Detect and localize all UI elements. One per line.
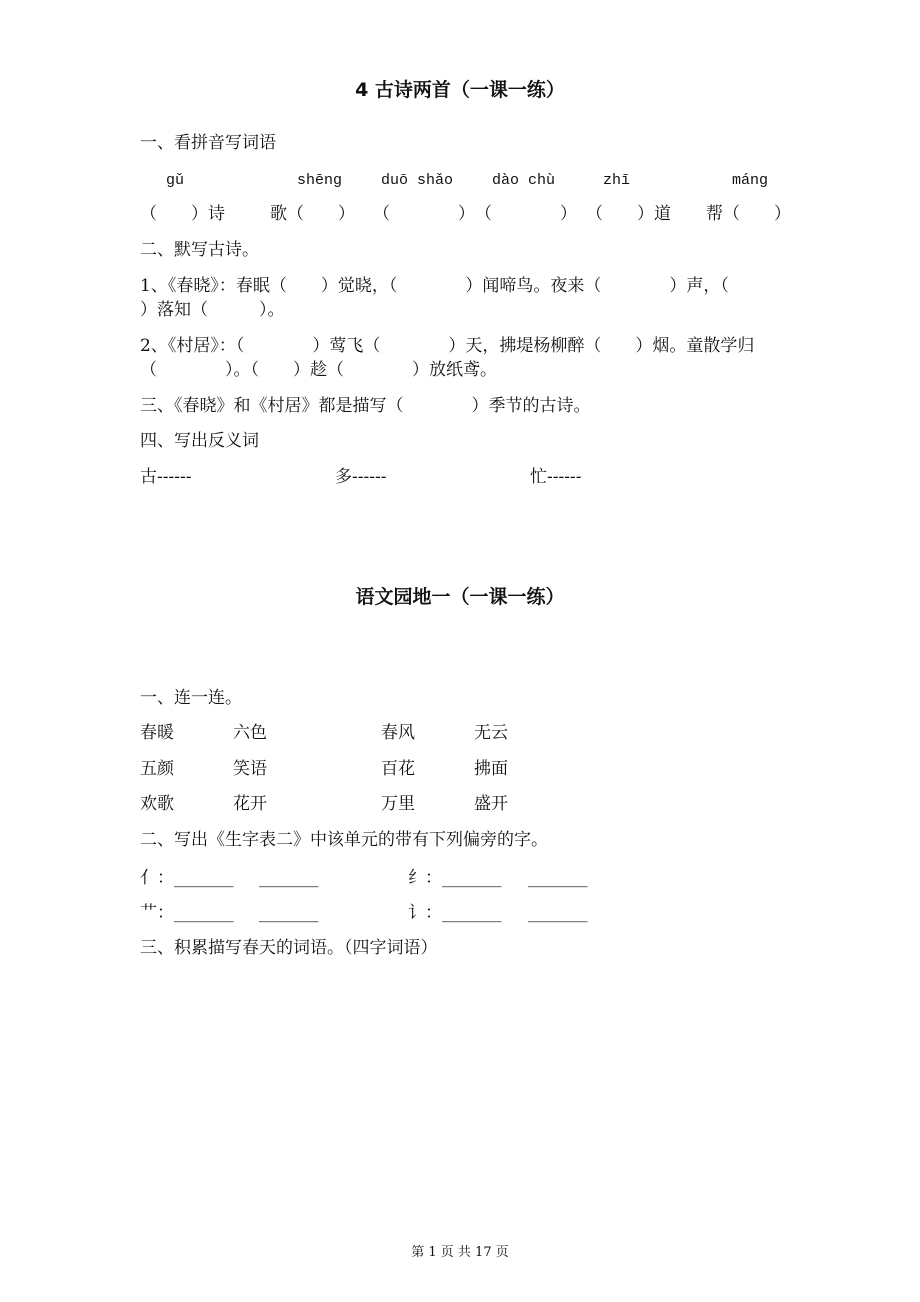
match-word: 五颜 <box>140 759 174 779</box>
s2-q2-heading: 二、写出《生字表二》中该单元的带有下列偏旁的字。 <box>140 830 548 850</box>
blank-gesheng: 歌（ ） <box>270 204 355 224</box>
blank-zhidao: （ ）道 <box>586 204 671 224</box>
radical-cao-blank2: _______ <box>259 903 319 923</box>
q1-heading: 一、看拼音写词语 <box>140 133 276 153</box>
blank-daochu: （ ） <box>475 204 577 224</box>
pinyin-sheng: shēng <box>297 172 343 189</box>
page-footer: 第 1 页 共 17 页 <box>411 1245 509 1260</box>
radical-ren: 亻：_______ <box>140 868 234 888</box>
match-word: 拂面 <box>474 759 508 779</box>
s2-q3-spring-words: 三、积累描写春天的词语。（四字词语） <box>140 938 438 958</box>
pinyin-mang: máng <box>732 172 769 189</box>
match-word: 花开 <box>233 794 267 814</box>
poem-chunxiao-line2: ）落知（ ）。 <box>140 300 285 320</box>
s2-q1-heading: 一、连一连。 <box>140 688 242 708</box>
match-word: 万里 <box>381 794 415 814</box>
match-word: 春风 <box>381 723 415 743</box>
antonym-gu: 古------ <box>140 467 192 487</box>
match-word: 盛开 <box>474 794 508 814</box>
blank-duoshao: （ ） <box>373 204 475 224</box>
q2-heading: 二、默写古诗。 <box>140 240 259 260</box>
blank-gushi: （ ）诗 <box>140 204 225 224</box>
poem-chunxiao-line1: 1、《春晓》：春眠（ ）觉晓，（ ）闻啼鸟。夜来（ ）声，（ <box>140 276 729 296</box>
radical-ren-blank2: _______ <box>259 868 319 888</box>
pinyin-daochu: dào chù <box>492 172 556 189</box>
match-word: 笑语 <box>233 759 267 779</box>
match-word: 无云 <box>474 723 508 743</box>
radical-yan: 讠：_______ <box>408 903 502 923</box>
match-word: 六色 <box>233 723 267 743</box>
poem-cunju-line1: 2、《村居》：（ ）莺飞（ ）天，拂堤杨柳醉（ ）烟。童散学归 <box>140 336 755 356</box>
pinyin-zhi: zhī <box>603 172 631 189</box>
antonym-mang: 忙------ <box>530 467 582 487</box>
radical-cao: 艹：_______ <box>140 903 234 923</box>
pinyin-gu: gǔ <box>166 172 185 189</box>
q4-heading: 四、写出反义词 <box>140 431 259 451</box>
match-word: 百花 <box>381 759 415 779</box>
section2-title: 语文园地一（一课一练） <box>355 586 565 608</box>
radical-si: 纟：_______ <box>408 868 502 888</box>
poem-cunju-line2: （ ）。（ ）趁（ ）放纸鸢。 <box>140 360 497 380</box>
radical-si-blank2: _______ <box>528 868 588 888</box>
q3-season: 三、《春晓》和《村居》都是描写（ ）季节的古诗。 <box>140 396 591 416</box>
radical-yan-blank2: _______ <box>528 903 588 923</box>
match-word: 春暖 <box>140 723 174 743</box>
blank-bangmang: 帮（ ） <box>706 204 791 224</box>
antonym-duo: 多------ <box>335 467 387 487</box>
pinyin-duoshao: duō shǎo <box>381 172 454 189</box>
match-word: 欢歌 <box>140 794 174 814</box>
section1-title: 4 古诗两首（一课一练） <box>355 79 565 101</box>
